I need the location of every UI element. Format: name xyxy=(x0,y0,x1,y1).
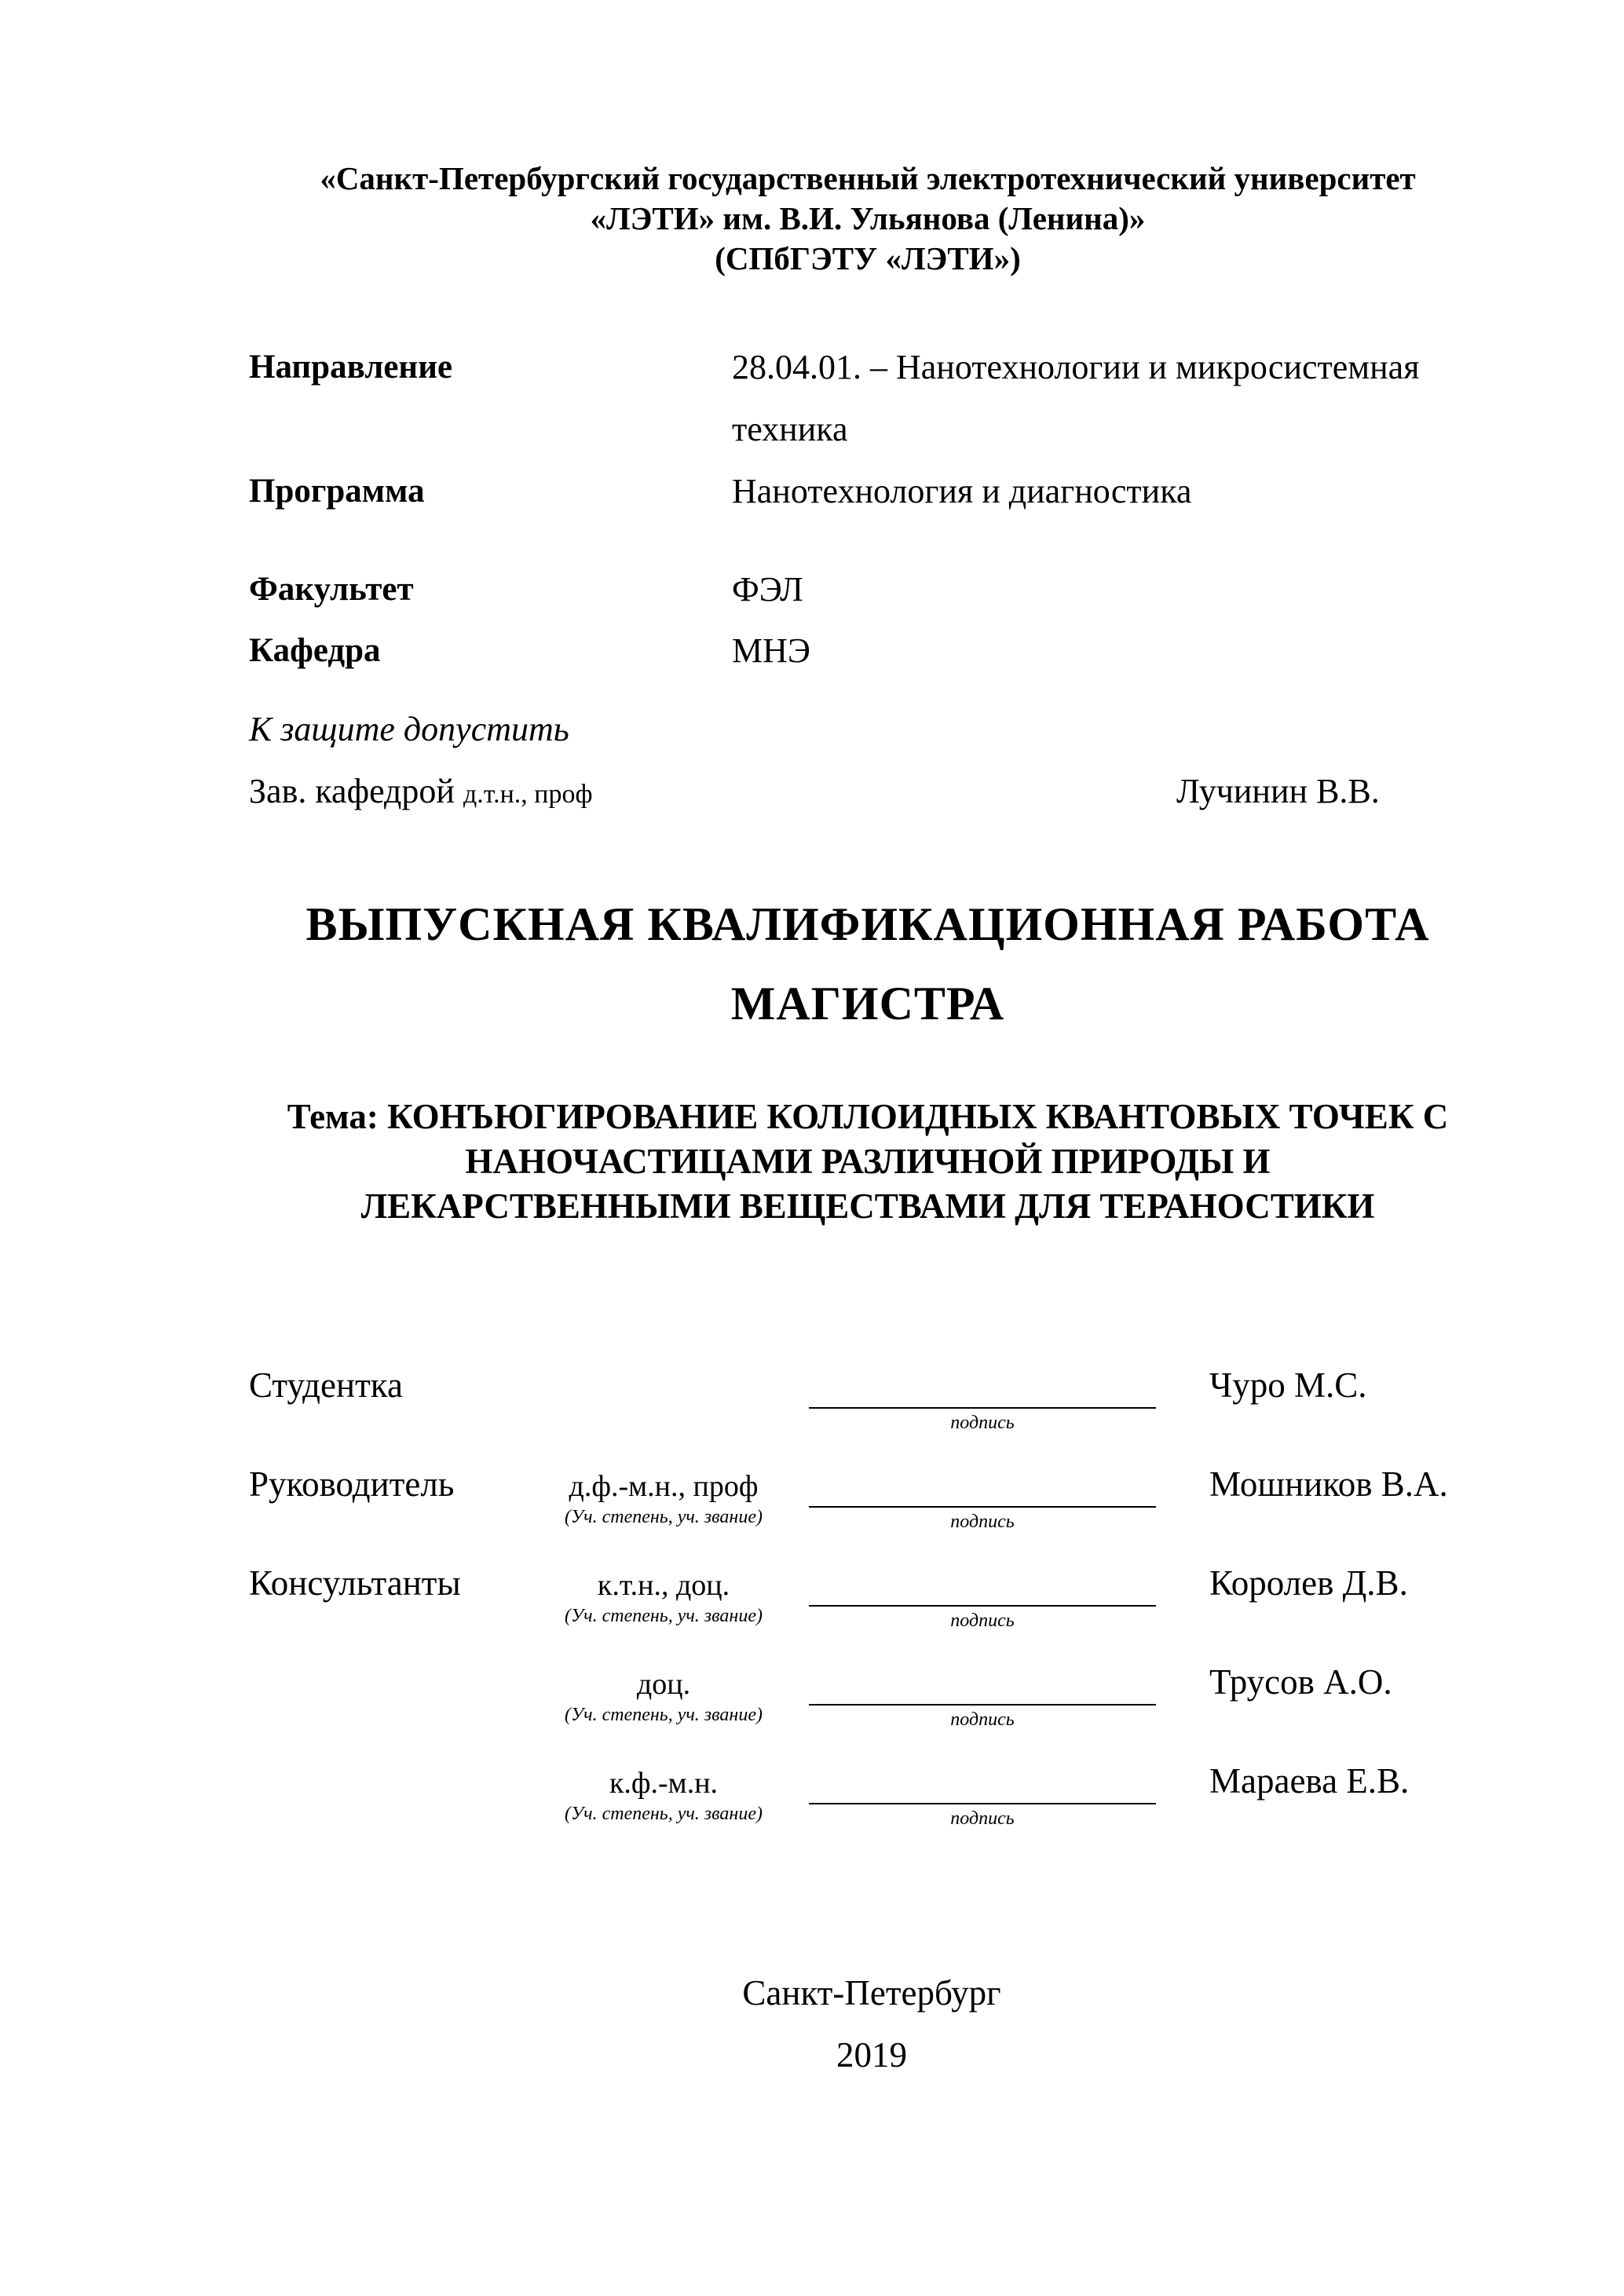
signature-role: Руководитель xyxy=(249,1464,455,1504)
signature-caption: подпись xyxy=(950,1709,1015,1730)
year: 2019 xyxy=(836,2035,907,2075)
document-title-line-1: ВЫПУСКНАЯ КВАЛИФИКАЦИОННАЯ РАБОТА xyxy=(305,898,1430,950)
signature-line xyxy=(809,1407,1156,1409)
academic-degree: д.ф.-м.н., проф xyxy=(569,1470,759,1503)
academic-degree: к.т.н., доц. xyxy=(597,1569,730,1602)
university-name-line-2: «ЛЭТИ» им. В.И. Ульянова (Ленина)» xyxy=(590,200,1146,236)
university-name-line-1: «Санкт-Петербургский государственный электротехнический университет xyxy=(320,160,1416,196)
signatory-name: Чуро М.С. xyxy=(1209,1366,1367,1405)
signature-line xyxy=(809,1704,1156,1706)
direction-value-line-2: техника xyxy=(732,410,848,448)
department-value: МНЭ xyxy=(732,631,810,670)
topic-line-2: НАНОЧАСТИЦАМИ РАЗЛИЧНОЙ ПРИРОДЫ И xyxy=(465,1142,1271,1181)
head-of-department xyxy=(249,774,593,809)
university-abbreviation: (СПбГЭТУ «ЛЭТИ») xyxy=(715,240,1021,276)
program-value: Нанотехнология и диагностика xyxy=(732,472,1192,510)
faculty-value: ФЭЛ xyxy=(732,570,803,609)
faculty-label: Факультет xyxy=(249,571,414,608)
academic-degree-caption: (Уч. степень, уч. звание) xyxy=(565,1507,763,1527)
signature-role: Консультанты xyxy=(249,1563,461,1603)
signature-line xyxy=(809,1605,1156,1607)
signature-caption: подпись xyxy=(950,1413,1015,1433)
direction-label: Направление xyxy=(249,349,453,386)
signatory-name: Мошников В.А. xyxy=(1209,1464,1448,1504)
topic-line-1: Тема: КОНЪЮГИРОВАНИЕ КОЛЛОИДНЫХ КВАНТОВЫХ ТОЧЕК С xyxy=(287,1097,1449,1136)
signatory-name: Мараева Е.В. xyxy=(1209,1761,1410,1801)
head-of-department-label: Зав. кафедрой xyxy=(249,772,455,810)
head-of-department-name: Лучинин В.В. xyxy=(1176,772,1380,810)
direction-value-line-1: 28.04.01. – Нанотехнологии и микросистемная xyxy=(732,348,1420,386)
signature-caption: подпись xyxy=(950,1512,1015,1532)
document-title-line-2: МАГИСТРА xyxy=(730,978,1005,1029)
academic-degree-caption: (Уч. степень, уч. звание) xyxy=(565,1804,763,1824)
academic-degree-caption: (Уч. степень, уч. звание) xyxy=(565,1705,763,1725)
signatory-name: Королев Д.В. xyxy=(1209,1563,1408,1603)
academic-degree: к.ф.-м.н. xyxy=(609,1767,719,1800)
program-label: Программа xyxy=(249,473,425,510)
signature-caption: подпись xyxy=(950,1610,1015,1631)
admission-note: К защите допустить xyxy=(249,710,569,748)
head-of-department-degree: д.т.н., проф xyxy=(463,780,593,809)
academic-degree: доц. xyxy=(636,1668,691,1701)
topic-line-3: ЛЕКАРСТВЕННЫМИ ВЕЩЕСТВАМИ ДЛЯ ТЕРАНОСТИКИ xyxy=(360,1186,1375,1226)
signature-line xyxy=(809,1506,1156,1508)
signature-line xyxy=(809,1803,1156,1804)
signatory-name: Трусов А.О. xyxy=(1209,1662,1392,1702)
signature-role: Студентка xyxy=(249,1366,403,1405)
academic-degree-caption: (Уч. степень, уч. звание) xyxy=(565,1606,763,1626)
signature-caption: подпись xyxy=(950,1808,1015,1829)
department-label: Кафедра xyxy=(249,632,381,669)
city: Санкт-Петербург xyxy=(742,1973,1001,2013)
